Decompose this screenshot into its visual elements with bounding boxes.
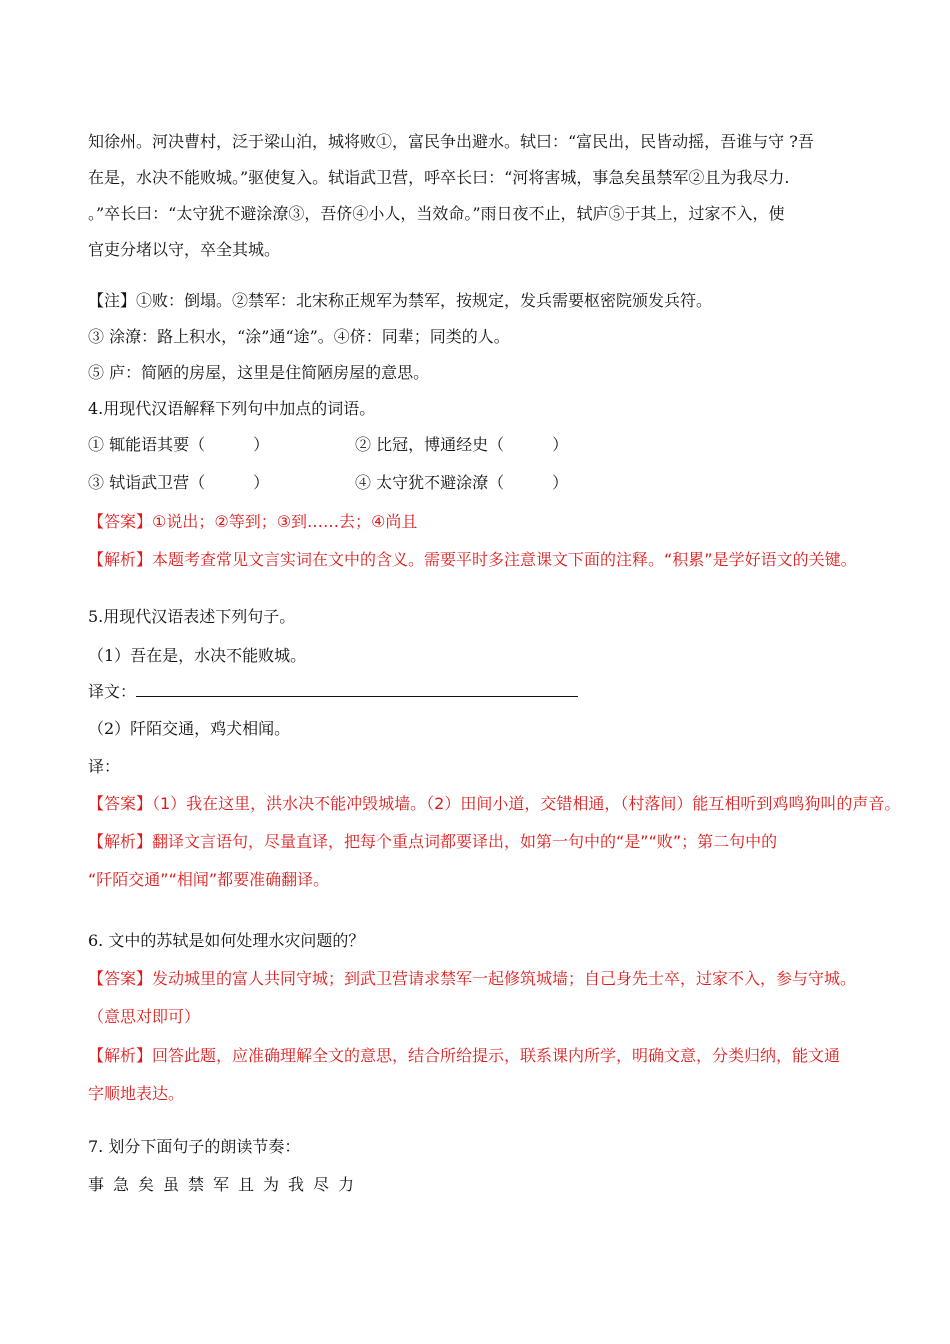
note-line-3: ⑤ 庐：简陋的房屋，这里是住简陋房屋的意思。 [88,363,430,382]
q4-item-3: ③ 轼诣武卫营（ ） [88,473,270,492]
q5-answer: 【答案】（1）我在这里，洪水决不能冲毁城墙。（2）田间小道，交错相通，（村落间）能互相听到鸡鸣狗叫的声音。 [88,794,901,813]
rhythm-char: 尽 [313,1175,330,1194]
rhythm-char: 虽 [163,1175,180,1194]
q5-translation-2: 译： [88,757,121,776]
note-line-2: ③ 涂潦：路上积水，“涂”通“途”。④侪：同辈；同类的人。 [88,327,510,346]
q5-translation-1 [88,679,578,702]
q4-title: 4.用现代汉语解释下列句中加点的词语。 [88,399,376,418]
rhythm-char: 且 [238,1175,255,1194]
q4-analysis: 【解析】本题考查常见文言实词在文中的含义。需要平时多注意课文下面的注释。“积累”是学好语文的关键。 [88,550,857,569]
q5-analysis-line-1: 【解析】翻译文言语句，尽量直译，把每个重点词都要译出，如第一句中的“是”“败”；第二句中的 [88,832,778,851]
q5-translation-1-label: 译文： [88,682,137,701]
q4-answer: 【答案】①说出；②等到；③到……去；④尚且 [88,512,418,531]
rhythm-char: 为 [263,1175,280,1194]
q5-sentence-1: （1）吾在是，水决不能败城。 [88,646,307,665]
rhythm-char: 我 [288,1175,305,1194]
q6-answer-line-2: （意思对即可） [88,1007,201,1026]
q4-item-2: ② 比冠，博通经史（ ） [355,435,569,454]
passage-line-4: 官吏分堵以守，卒全其城。 [88,240,281,259]
rhythm-char: 事 [88,1175,105,1194]
q7-rhythm-sentence [88,1172,363,1195]
q7-title: 7. 划分下面句子的朗读节奏： [88,1137,301,1156]
q5-title: 5.用现代汉语表述下列句子。 [88,607,296,626]
passage-line-3: 。”卒长曰：“太守犹不避涂潦③，吾侪④小人，当效命。”雨日夜不止，轼庐⑤于其上，过家不入，使 [88,204,785,223]
rhythm-char: 禁 [188,1175,205,1194]
q6-title: 6. 文中的苏轼是如何处理水灾问题的？ [88,931,365,950]
q5-analysis-line-2: “阡陌交通”“相闻”都要准确翻译。 [88,870,330,889]
q5-sentence-2: （2）阡陌交通，鸡犬相闻。 [88,719,291,738]
q6-answer-line-1: 【答案】发动城里的富人共同守城；到武卫营请求禁军一起修筑城墙；自己身先士卒，过家不入，参与守城。 [88,969,857,988]
rhythm-char: 急 [113,1175,130,1194]
rhythm-char: 军 [213,1175,230,1194]
note-line-1: 【注】①败：倒塌。②禁军：北宋称正规军为禁军，按规定，发兵需要枢密院颁发兵符。 [88,291,713,310]
q4-item-4: ④ 太守犹不避涂潦（ ） [355,473,569,492]
rhythm-char: 力 [338,1175,355,1194]
q6-analysis-line-2: 字顺地表达。 [88,1084,185,1103]
answer-blank-line[interactable] [136,682,578,697]
q6-analysis-line-1: 【解析】回答此题，应准确理解全文的意思，结合所给提示，联系课内所学，明确文意，分类归纳，能文通 [88,1046,841,1065]
passage-line-1: 知徐州。河决曹村，泛于梁山泊，城将败①，富民争出避水。轼曰：“富民出，民皆动摇，吾谁与守 ?吾 [88,132,814,151]
rhythm-char: 矣 [138,1175,155,1194]
passage-line-2: 在是，水决不能败城。”驱使复入。轼诣武卫营，呼卒长曰：“河将害城，事急矣虽禁军②且为我尽力. [88,168,790,187]
q4-item-1: ① 辄能语其要（ ） [88,435,270,454]
